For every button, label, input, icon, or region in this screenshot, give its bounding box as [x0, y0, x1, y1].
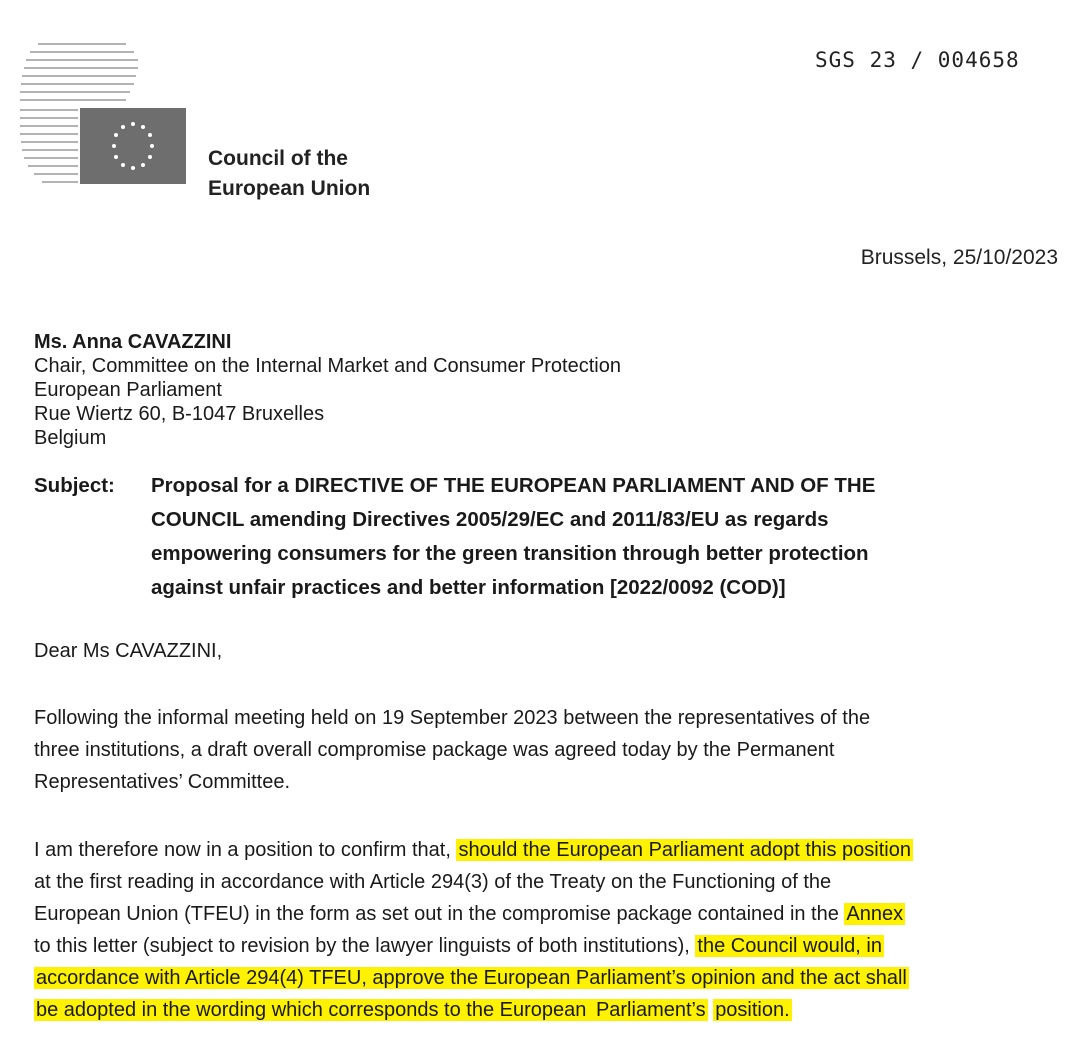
body-paragraph-1	[34, 702, 1064, 798]
paragraph-line	[34, 994, 1064, 1026]
addressee-line: European Parliament	[34, 379, 222, 401]
paragraph-text: I am therefore now in a position to confirm that,	[34, 839, 457, 861]
paragraph-text: to this letter (subject to revision by the lawyer linguists of both institutions),	[34, 935, 696, 957]
council-logo-icon	[18, 36, 193, 196]
paragraph-text: at the first reading in accordance with Article 294(3) of the Treaty on the Functioning of the	[34, 871, 832, 893]
subject-line: against unfair practices and better information [2022/0092 (COD)]	[151, 576, 786, 599]
highlighted-text: the Council would, in	[697, 935, 882, 957]
paragraph-line	[34, 866, 1064, 898]
paragraph-line	[34, 962, 1064, 994]
paragraph-line	[34, 930, 1064, 962]
paragraph-line: three institutions, a draft overall compromise package was agreed today by the Permanent	[34, 739, 835, 761]
org-name-line2: European Union	[208, 177, 371, 200]
highlighted-text: Annex	[846, 903, 904, 925]
salutation: Dear Ms CAVAZZINI,	[34, 640, 223, 662]
addressee-block	[34, 330, 621, 450]
paragraph-text: European Union (TFEU) in the form as set out in the compromise package contained in the	[34, 903, 845, 925]
eu-flag-icon	[80, 108, 186, 184]
subject-line: empowering consumers for the green transition through better protection	[151, 542, 869, 565]
paragraph-line	[34, 834, 1064, 866]
subject-line: COUNCIL amending Directives 2005/29/EC and 2011/83/EU as regards	[151, 508, 829, 531]
highlighted-text: be adopted in the wording which corresponds to the European	[36, 999, 592, 1021]
subject-line: Proposal for a DIRECTIVE OF THE EUROPEAN PARLIAMENT AND OF THE	[151, 474, 876, 497]
paragraph-line	[34, 898, 1064, 930]
subject-label: Subject:	[34, 474, 115, 497]
letter-date: Brussels, 25/10/2023	[860, 246, 1058, 269]
highlighted-text: Parliament’s	[595, 999, 706, 1021]
paragraph-line: Representatives’ Committee.	[34, 771, 291, 793]
addressee-line: Rue Wiertz 60, B-1047 Bruxelles	[34, 403, 325, 425]
highlighted-text: accordance with Article 294(4) TFEU, approve the European Parliament’s opinion and the act shall	[36, 967, 907, 989]
reference-number: SGS 23 / 004658	[815, 48, 1020, 72]
highlighted-text: position.	[715, 999, 790, 1021]
org-name-line1: Council of the	[208, 147, 348, 170]
addressee-line: Chair, Committee on the Internal Market and Consumer Protection	[34, 355, 621, 377]
body-paragraph-2	[34, 834, 1064, 1026]
addressee-name: Ms. Anna CAVAZZINI	[34, 331, 232, 353]
organization-name	[208, 144, 370, 204]
paragraph-line: Following the informal meeting held on 19 September 2023 between the representatives of the	[34, 707, 871, 729]
subject-text	[151, 469, 1031, 605]
addressee-line: Belgium	[34, 427, 107, 449]
highlighted-text: should the European Parliament adopt this position	[458, 839, 911, 861]
